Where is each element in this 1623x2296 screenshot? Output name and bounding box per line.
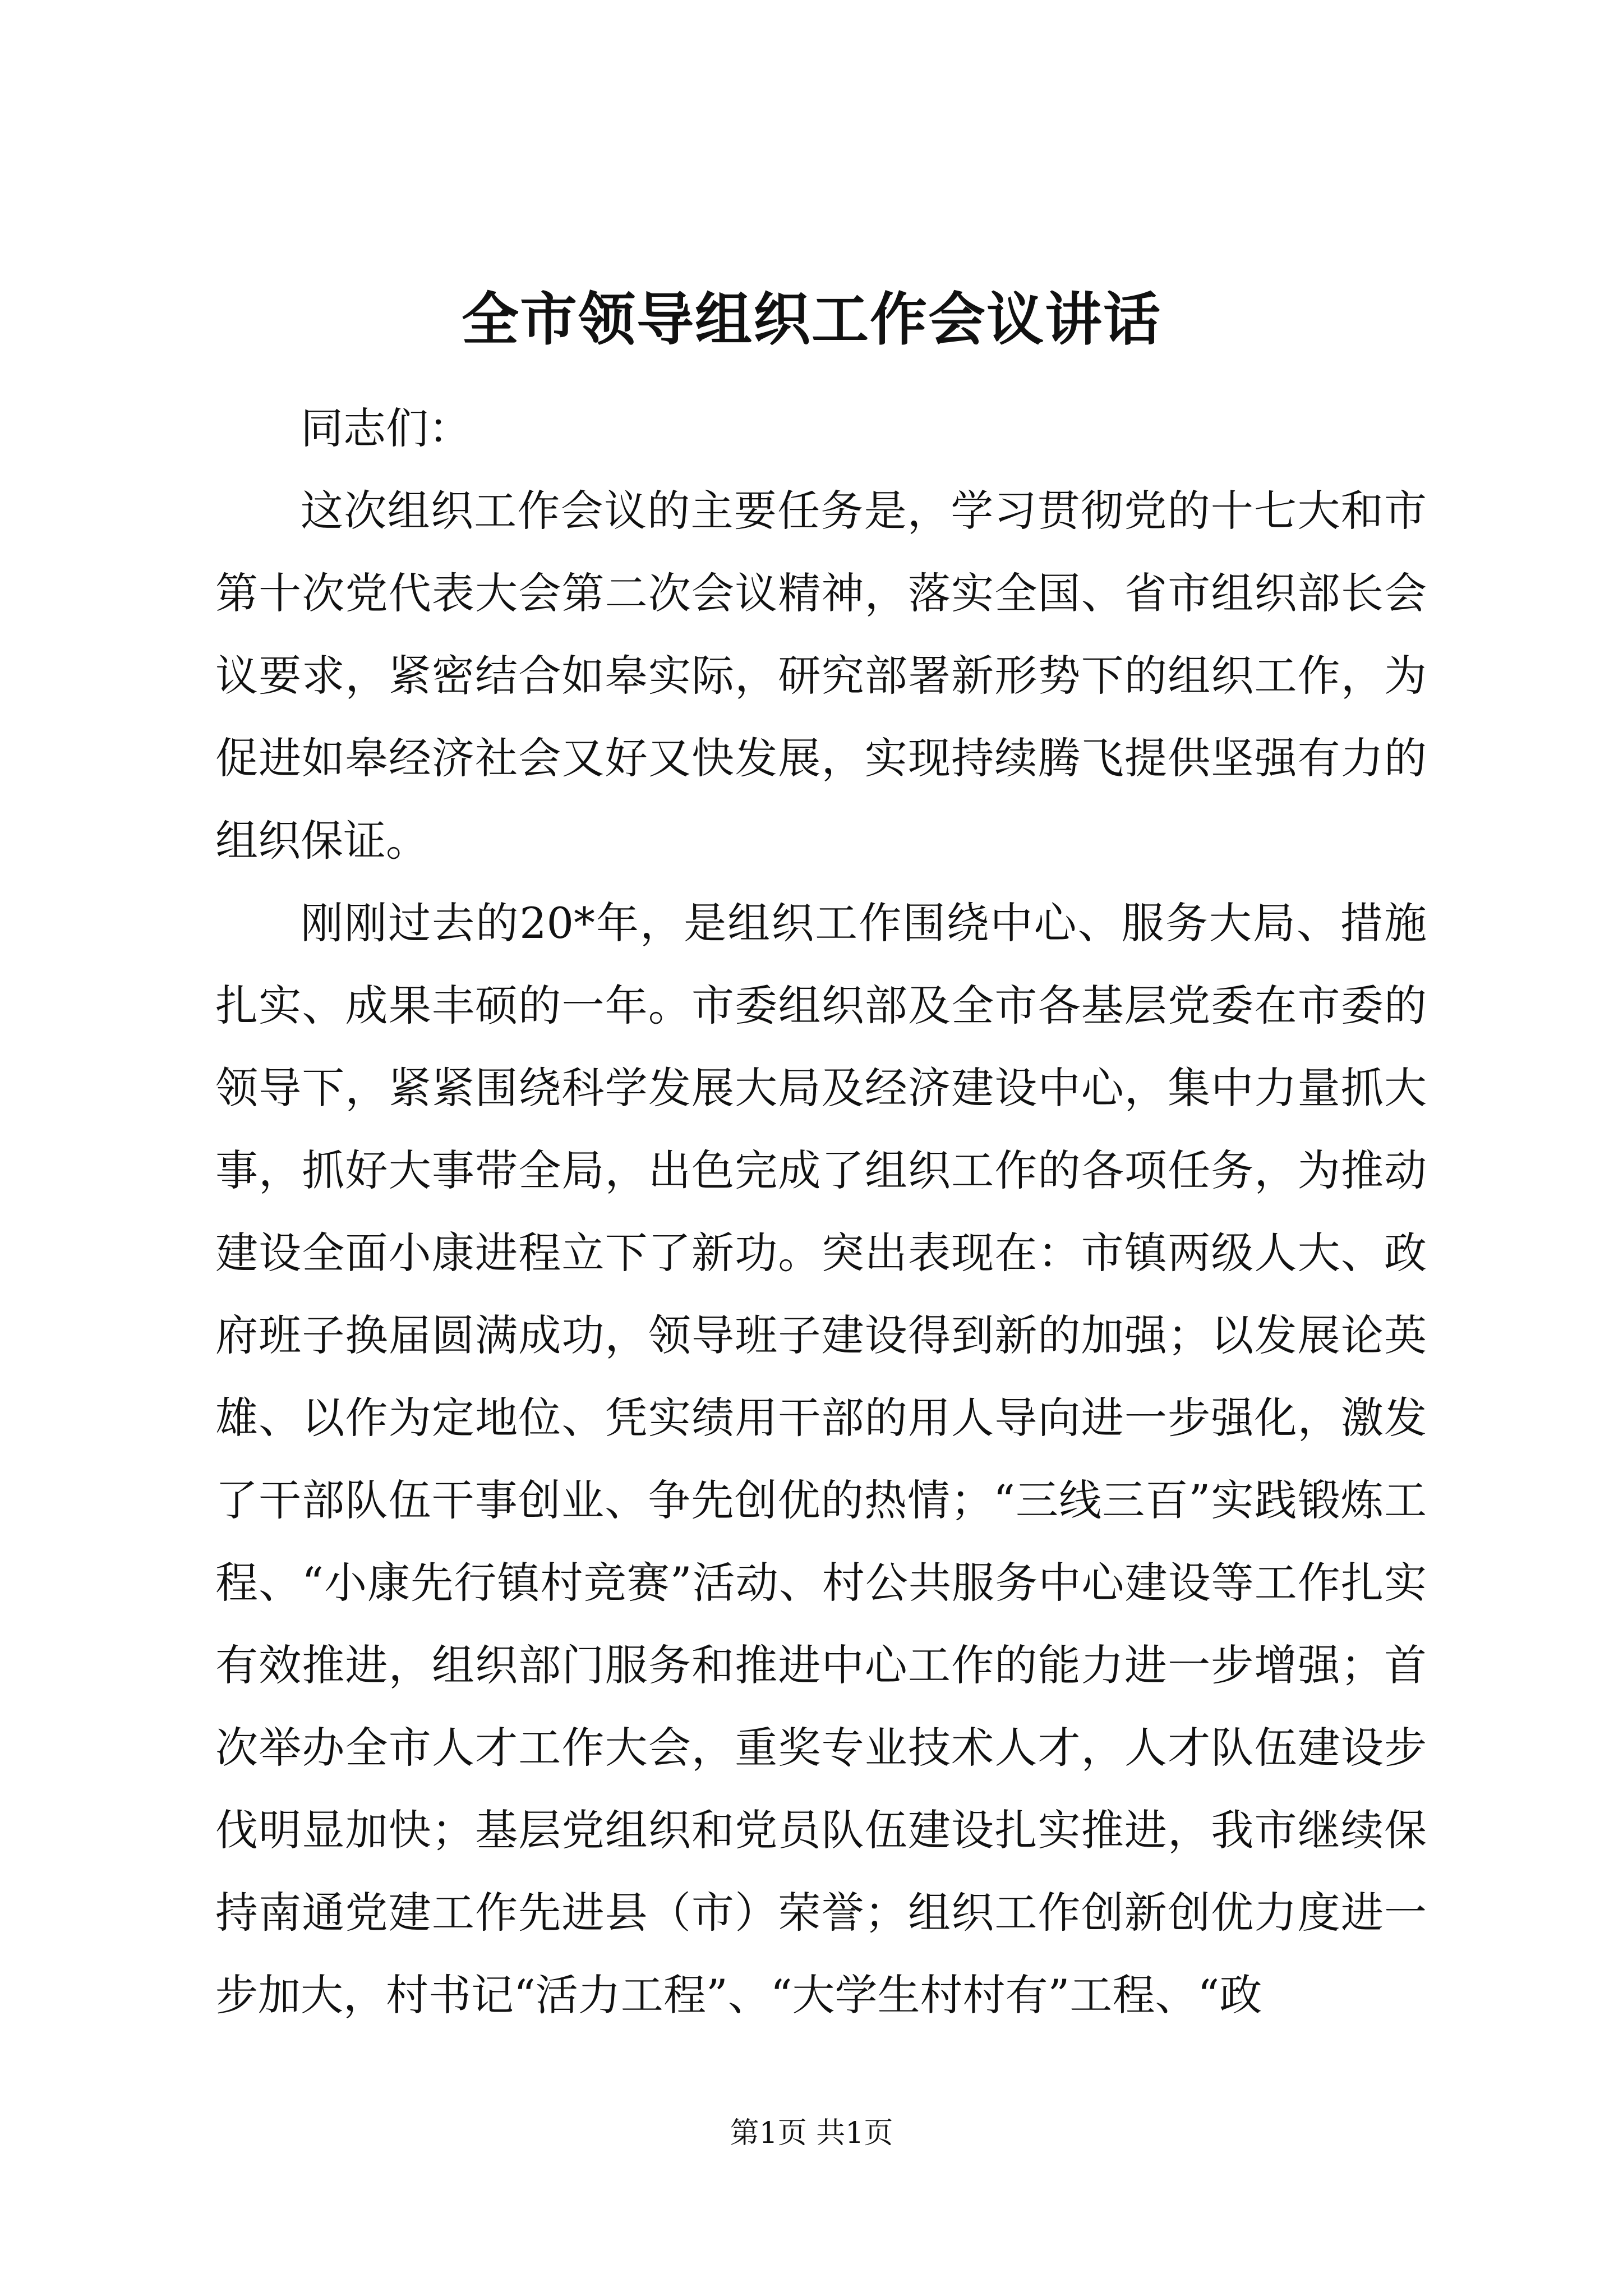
document-body (215, 387, 1427, 2036)
paragraph-1: 这次组织工作会议的主要任务是，学习贯彻党的十七大和市第十次党代表大会第二次会议精神，落实全国、省市组织部长会议要求，紧密结合如皋实际，研究部署新形势下的组织工作，为促进如皋经济社会又好又快发展，实现持续腾飞提供坚强有力的组织保证。 (215, 486, 1427, 866)
document-title: 全市领导组织工作会议讲话 (462, 286, 1161, 353)
salutation: 同志们： (301, 403, 471, 453)
page-footer: 第1页 共1页 (730, 2116, 893, 2150)
paragraph-2: 刚刚过去的20*年，是组织工作围绕中心、服务大局、措施扎实、成果丰硕的一年。市委组织部及全市各基层党委在市委的领导下，紧紧围绕科学发展大局及经济建设中心，集中力量抓大事，抓好大事带全局，出色完成了组织工作的各项任务，为推动建设全面小康进程立下了新功。突出表现在：市镇两级人大、政府班子换届圆满成功，领导班子建设得到新的加强；以发展论英雄、以作为定地位、凭实绩用干部的用人导向进一步强化，激发了干部队伍干事创业、争先创优的热情；“三线三百”实践锻炼工程、“小康先行镇村竞赛”活动、村公共服务中心建设等工作扎实有效推进，组织部门服务和推进中心工作的能力进一步增强；首次举办全市人才工作大会，重奖专业技术人才，人才队伍建设步伐明显加快；基层党组织和党员队伍建设扎实推进，我市继续保持南通党建工作先进县（市）荣誉；组织工作创新创优力度进一步加大，村书记“活力工程”、“大学生村村有”工程、“政 (215, 898, 1427, 2020)
